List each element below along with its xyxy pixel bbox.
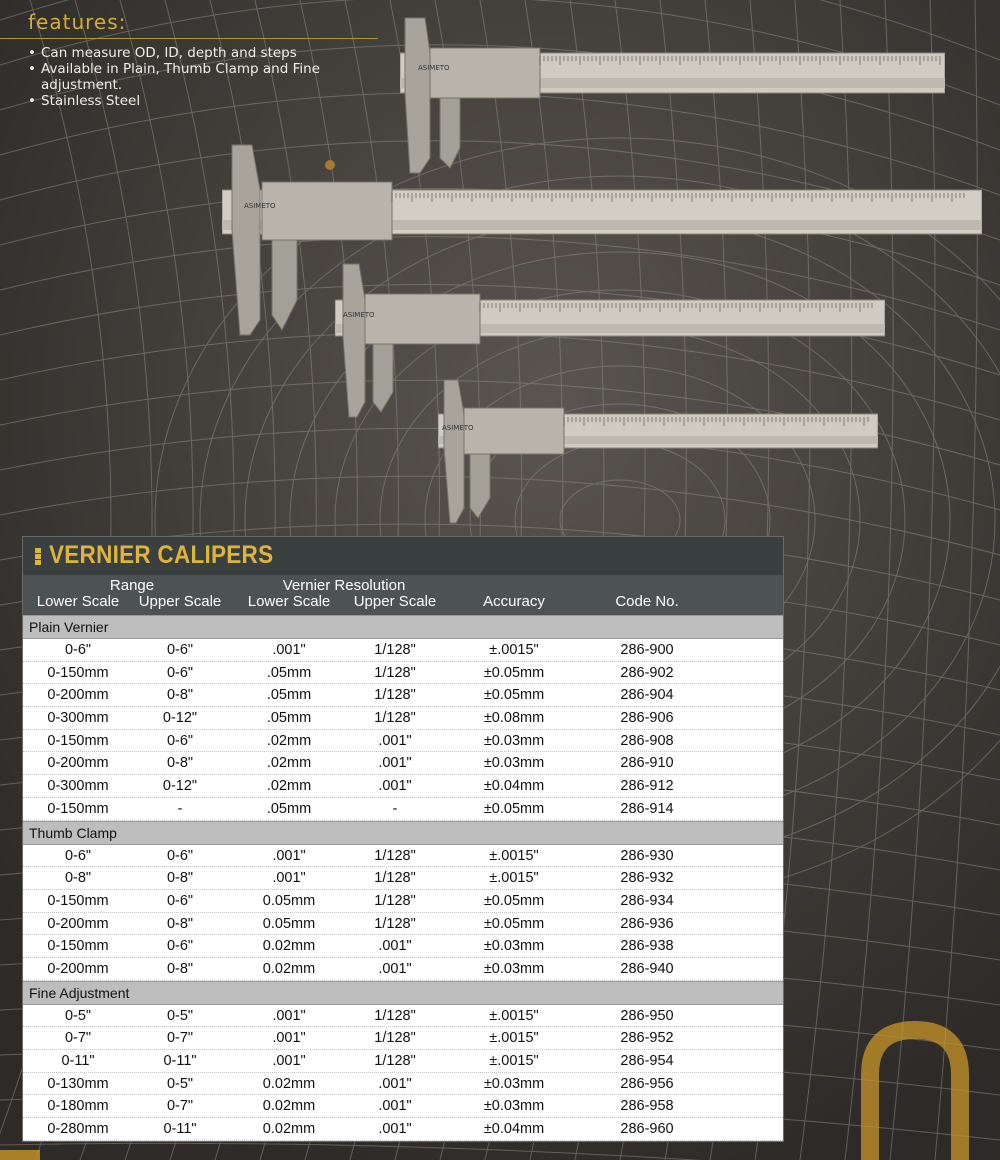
- cell-code-no: 286-958: [620, 1098, 674, 1115]
- cell-res-lower: .02mm: [266, 755, 312, 772]
- cell-range-upper: 0-8": [166, 870, 194, 887]
- cell-range-lower: 0-150mm: [47, 938, 109, 955]
- cell-accuracy: ±.0015": [489, 1053, 539, 1069]
- cell-accuracy: ±.0015": [489, 1007, 539, 1024]
- cell-range-lower: 0-150mm: [47, 892, 109, 909]
- table-row: [23, 1027, 783, 1050]
- cell-res-upper: .001": [378, 960, 412, 977]
- cell-res-upper: 1/128": [374, 847, 416, 864]
- cell-res-upper: 1/128": [374, 1030, 416, 1047]
- cell-range-upper: 0-6": [166, 847, 194, 864]
- cell-code-no: 286-910: [620, 755, 674, 772]
- vernier-calipers-table: [22, 536, 784, 1142]
- cell-range-upper: 0-11": [163, 1121, 197, 1138]
- cell-range-lower: 0-180mm: [47, 1098, 109, 1115]
- cell-range-lower: 0-8": [64, 870, 92, 887]
- cell-accuracy: ±.0015": [489, 1030, 539, 1047]
- cell-range-lower: 0-5": [64, 1007, 92, 1024]
- cell-range-upper: 0-8": [166, 915, 194, 932]
- cell-accuracy: ±0.05mm: [483, 892, 545, 909]
- cell-res-lower: .001": [272, 870, 306, 887]
- title-bar-icon: [35, 548, 41, 565]
- cell-res-upper: 1/128": [374, 870, 416, 887]
- svg-text:ASIMETO: ASIMETO: [343, 311, 375, 319]
- features-divider: [0, 38, 378, 39]
- feature-item: • Can measure OD, ID, depth and steps: [28, 45, 398, 61]
- table-row: [23, 639, 783, 662]
- cell-code-no: 286-934: [620, 892, 674, 909]
- features-heading: features:: [28, 10, 127, 34]
- cell-code-no: 286-952: [620, 1030, 674, 1047]
- cell-range-lower: 0-200mm: [47, 755, 109, 772]
- cell-code-no: 286-950: [620, 1007, 674, 1024]
- column-headers: [23, 575, 783, 615]
- cell-code-no: 286-914: [620, 800, 674, 817]
- cell-range-lower: 0-200mm: [47, 960, 109, 977]
- table-row: [23, 707, 783, 730]
- cell-accuracy: ±0.03mm: [483, 732, 545, 749]
- table-row: [23, 867, 783, 890]
- feature-item: • Available in Plain, Thumb Clamp and Fine adjustment.: [28, 61, 398, 93]
- cell-accuracy: ±0.03mm: [483, 1098, 545, 1115]
- cell-code-no: 286-954: [620, 1053, 674, 1069]
- table-row: [23, 1095, 783, 1118]
- cell-range-upper: 0-8": [166, 755, 194, 772]
- cell-range-lower: 0-7": [64, 1030, 92, 1047]
- cell-range-upper: 0-6": [166, 642, 194, 658]
- col-accuracy: Accuracy: [483, 593, 545, 610]
- cell-accuracy: ±0.03mm: [483, 1075, 545, 1092]
- cell-code-no: 286-904: [620, 687, 674, 704]
- cell-range-upper: 0-6": [166, 732, 194, 749]
- cell-code-no: 286-940: [620, 960, 674, 977]
- cell-accuracy: ±0.05mm: [483, 915, 545, 932]
- features-list: [28, 45, 398, 109]
- cell-code-no: 286-908: [620, 732, 674, 749]
- cell-range-upper: 0-8": [166, 960, 194, 977]
- cell-range-upper: 0-7": [166, 1098, 194, 1115]
- table-row: [23, 752, 783, 775]
- cell-range-lower: 0-6": [64, 642, 92, 658]
- cell-res-lower: 0.05mm: [262, 892, 316, 909]
- table-row: [23, 775, 783, 798]
- cell-range-upper: 0-6": [166, 892, 194, 909]
- col-code-no: Code No.: [615, 593, 679, 610]
- cell-res-upper: .001": [378, 1121, 412, 1138]
- section-header: Plain Vernier: [23, 615, 783, 639]
- cell-res-lower: .02mm: [266, 778, 312, 795]
- section-header: Fine Adjustment: [23, 981, 783, 1005]
- cell-res-lower: 0.02mm: [262, 938, 316, 955]
- cell-range-upper: 0-8": [166, 687, 194, 704]
- cell-res-lower: .001": [272, 642, 306, 658]
- cell-range-lower: 0-200mm: [47, 915, 109, 932]
- cell-range-lower: 0-150mm: [47, 800, 109, 817]
- caliper-image-4: [438, 378, 878, 528]
- cell-res-lower: .001": [272, 847, 306, 864]
- cell-code-no: 286-930: [620, 847, 674, 864]
- table-row: [23, 662, 783, 685]
- cell-accuracy: ±0.05mm: [483, 687, 545, 704]
- cell-code-no: 286-936: [620, 915, 674, 932]
- cell-res-upper: 1/128": [374, 687, 416, 704]
- cell-res-upper: .001": [378, 938, 412, 955]
- cell-res-upper: 1/128": [374, 642, 416, 658]
- cell-res-lower: .02mm: [266, 732, 312, 749]
- table-row: [23, 1118, 783, 1141]
- cell-range-lower: 0-280mm: [47, 1121, 109, 1138]
- cell-range-upper: -: [177, 800, 183, 817]
- cell-accuracy: ±0.04mm: [483, 778, 545, 795]
- col-res-lower: Lower Scale: [247, 593, 331, 610]
- cell-res-lower: .05mm: [266, 800, 312, 817]
- table-title: VERNIER CALIPERS: [49, 541, 274, 569]
- svg-text:ASIMETO: ASIMETO: [418, 64, 450, 72]
- cell-res-upper: .001": [378, 732, 412, 749]
- table-row: [23, 684, 783, 707]
- feature-item: • Stainless Steel: [28, 93, 398, 109]
- table-row: [23, 890, 783, 913]
- cell-range-lower: 0-300mm: [47, 778, 109, 795]
- col-res-upper: Upper Scale: [353, 593, 437, 610]
- cell-range-upper: 0-11": [163, 1053, 197, 1069]
- cell-res-lower: 0.02mm: [262, 960, 316, 977]
- table-row: [23, 1050, 783, 1073]
- cell-range-lower: 0-200mm: [47, 687, 109, 704]
- cell-res-lower: 0.02mm: [262, 1121, 316, 1138]
- cell-code-no: 286-902: [620, 664, 674, 681]
- cell-res-upper: 1/128": [374, 1007, 416, 1024]
- cell-res-lower: .05mm: [266, 710, 312, 727]
- table-row: [23, 1073, 783, 1096]
- cell-range-upper: 0-6": [166, 938, 194, 955]
- cell-range-upper: 0-12": [162, 778, 198, 795]
- table-row: [23, 913, 783, 936]
- col-range-lower: Lower Scale: [36, 593, 120, 610]
- cell-code-no: 286-956: [620, 1075, 674, 1092]
- cell-range-lower: 0-300mm: [47, 710, 109, 727]
- col-range-upper: Upper Scale: [138, 593, 222, 610]
- cell-accuracy: ±0.03mm: [483, 960, 545, 977]
- table-body: [23, 615, 783, 1141]
- cell-res-lower: .001": [272, 1007, 306, 1024]
- cell-range-upper: 0-5": [166, 1075, 194, 1092]
- table-title-bar: [23, 537, 783, 575]
- table-row: [23, 958, 783, 981]
- cell-res-upper: 1/128": [374, 915, 416, 932]
- table-row: [23, 730, 783, 753]
- cell-res-upper: .001": [378, 755, 412, 772]
- cell-res-upper: -: [392, 800, 398, 817]
- cell-range-upper: 0-6": [166, 664, 194, 681]
- cell-code-no: 286-900: [620, 642, 674, 658]
- cell-res-upper: .001": [378, 1098, 412, 1115]
- cell-range-upper: 0-7": [166, 1030, 194, 1047]
- vernier-resolution-group-header: Vernier Resolution: [282, 577, 406, 594]
- features-block: [28, 10, 398, 109]
- cell-accuracy: ±0.05mm: [483, 664, 545, 681]
- cell-res-upper: 1/128": [374, 664, 416, 681]
- cell-res-upper: .001": [378, 1075, 412, 1092]
- cell-accuracy: ±0.04mm: [483, 1121, 545, 1138]
- cell-range-upper: 0-12": [162, 710, 198, 727]
- cell-res-lower: 0.02mm: [262, 1098, 316, 1115]
- cell-accuracy: ±.0015": [489, 847, 539, 864]
- cell-res-upper: .001": [378, 778, 412, 795]
- cell-res-lower: .05mm: [266, 664, 312, 681]
- svg-text:ASIMETO: ASIMETO: [244, 202, 276, 210]
- cell-code-no: 286-906: [620, 710, 674, 727]
- cell-range-lower: 0-130mm: [47, 1075, 109, 1092]
- svg-text:ASIMETO: ASIMETO: [442, 424, 474, 432]
- cell-range-lower: 0-150mm: [47, 664, 109, 681]
- cell-res-lower: .001": [272, 1030, 306, 1047]
- cell-accuracy: ±0.08mm: [483, 710, 545, 727]
- cell-accuracy: ±0.03mm: [483, 938, 545, 955]
- cell-code-no: 286-932: [620, 870, 674, 887]
- cell-res-lower: .001": [272, 1053, 306, 1069]
- cell-range-lower: 0-150mm: [47, 732, 109, 749]
- cell-res-upper: 1/128": [374, 892, 416, 909]
- cell-range-upper: 0-5": [166, 1007, 194, 1024]
- cell-range-lower: 0-11": [61, 1053, 95, 1069]
- cell-range-lower: 0-6": [64, 847, 92, 864]
- cell-code-no: 286-960: [620, 1121, 674, 1138]
- range-group-header: Range: [109, 577, 155, 594]
- table-row: [23, 935, 783, 958]
- section-header: Thumb Clamp: [23, 821, 783, 845]
- cell-res-upper: 1/128": [374, 1053, 416, 1069]
- table-row: [23, 845, 783, 868]
- table-row: [23, 798, 783, 821]
- cell-accuracy: ±0.05mm: [483, 800, 545, 817]
- cell-accuracy: ±0.03mm: [483, 755, 545, 772]
- table-row: [23, 1005, 783, 1028]
- cell-accuracy: ±.0015": [489, 642, 539, 658]
- cell-res-lower: 0.05mm: [262, 915, 316, 932]
- cell-res-upper: 1/128": [374, 710, 416, 727]
- cell-accuracy: ±.0015": [489, 870, 539, 887]
- cell-code-no: 286-912: [620, 778, 674, 795]
- cell-code-no: 286-938: [620, 938, 674, 955]
- cell-res-lower: .05mm: [266, 687, 312, 704]
- cell-res-lower: 0.02mm: [262, 1075, 316, 1092]
